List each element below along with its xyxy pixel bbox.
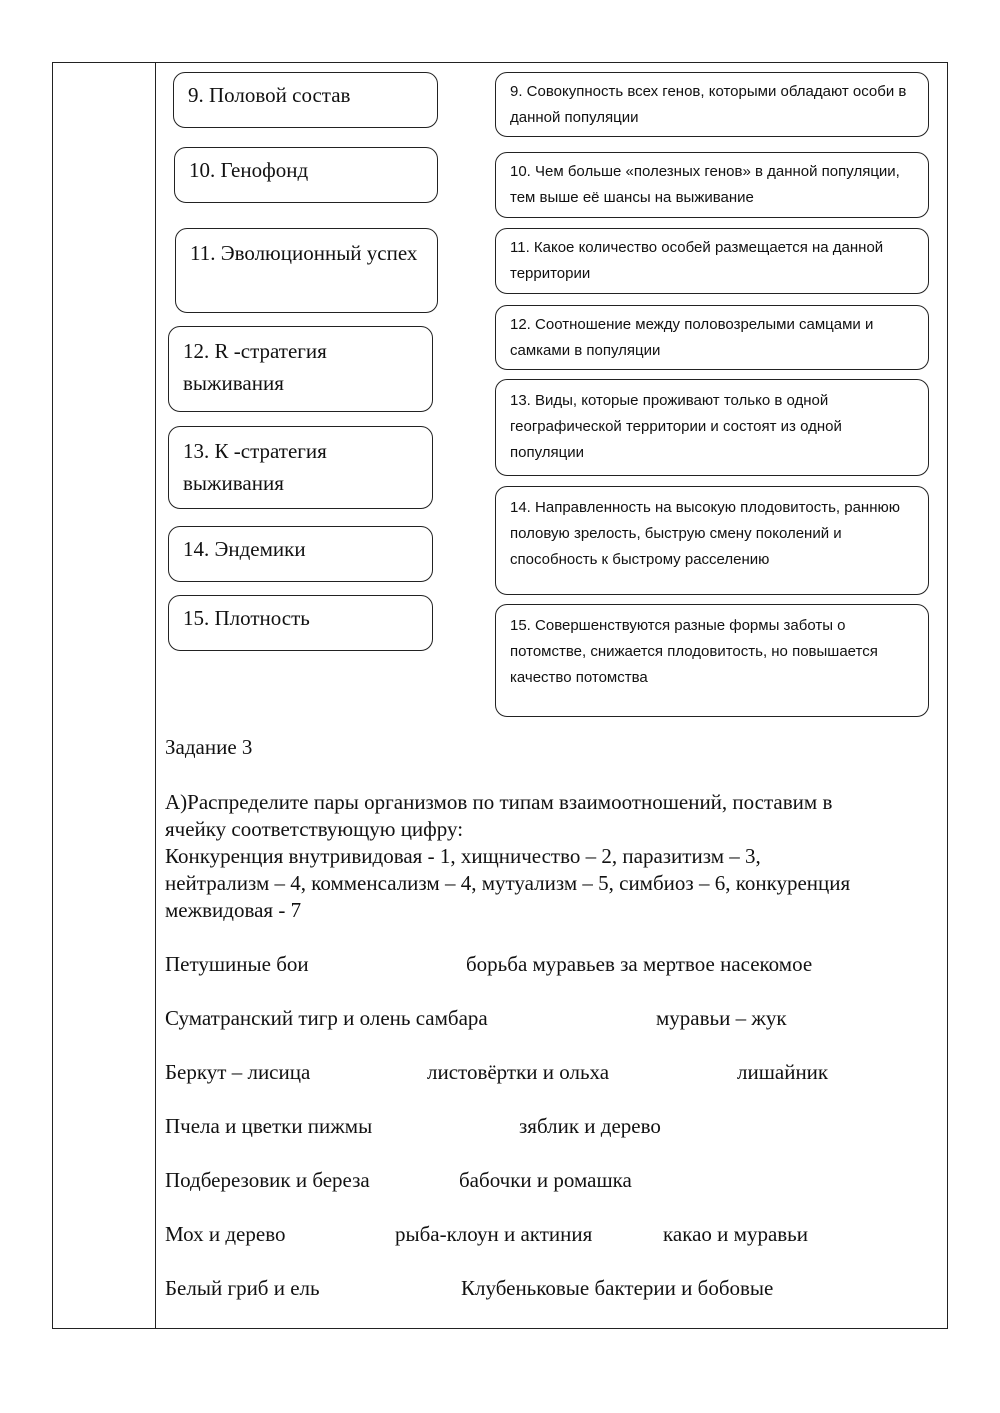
organism-pair: борьба муравьев за мертвое насекомое — [466, 952, 813, 976]
task-title: Задание 3 — [165, 735, 253, 759]
task-legend: нейтрализм – 4, комменсализм – 4, мутуализм – 5, симбиоз – 6, конкуренция — [165, 871, 851, 895]
table-border-left — [52, 62, 53, 1329]
table-border-right — [947, 62, 948, 1329]
organism-pair: Клубеньковые бактерии и бобовые — [461, 1276, 774, 1300]
table-border-bottom — [52, 1328, 948, 1329]
organism-pair: зяблик и дерево — [519, 1114, 661, 1138]
table-column-divider — [155, 62, 156, 1329]
definition-box[interactable]: 14. Направленность на высокую плодовитость, раннюю половую зрелость, быструю смену поколений и способность к быстрому расселению — [495, 486, 929, 595]
definition-box[interactable]: 10. Чем больше «полезных генов» в данной популяции, тем выше её шансы на выживание — [495, 152, 929, 218]
term-box[interactable]: 15. Плотность — [168, 595, 433, 651]
term-box[interactable]: 13. К -стратегия выживания — [168, 426, 433, 509]
organism-pair: листовёртки и ольха — [427, 1060, 610, 1084]
task-instruction: А)Распределите пары организмов по типам взаимоотношений, поставим в — [165, 790, 833, 814]
organism-pair: Пчела и цветки пижмы — [165, 1114, 373, 1138]
organism-pair: Суматранский тигр и олень самбара — [165, 1006, 488, 1030]
term-box[interactable]: 9. Половой состав — [173, 72, 438, 128]
definition-box[interactable]: 9. Совокупность всех генов, которыми обладают особи в данной популяции — [495, 72, 929, 137]
organism-pair: бабочки и ромашка — [459, 1168, 632, 1192]
organism-pair: Мох и дерево — [165, 1222, 286, 1246]
organism-pair: рыба-клоун и актиния — [395, 1222, 593, 1246]
task-legend: Конкуренция внутривидовая - 1, хищничество – 2, паразитизм – 3, — [165, 844, 761, 868]
term-box[interactable]: 11. Эволюционный успех — [175, 228, 438, 313]
definition-box[interactable]: 11. Какое количество особей размещается на данной территории — [495, 228, 929, 294]
organism-pair: Петушиные бои — [165, 952, 309, 976]
organism-pair: какао и муравьи — [663, 1222, 808, 1246]
term-box[interactable]: 10. Генофонд — [174, 147, 438, 203]
organism-pair: лишайник — [737, 1060, 829, 1084]
table-border-top — [52, 62, 948, 63]
organism-pair: Белый гриб и ель — [165, 1276, 320, 1300]
organism-pair: Беркут – лисица — [165, 1060, 311, 1084]
organism-pair: Подберезовик и береза — [165, 1168, 370, 1192]
definition-box[interactable]: 12. Соотношение между половозрелыми самцами и самками в популяции — [495, 305, 929, 370]
definition-box[interactable]: 15. Совершенствуются разные формы заботы о потомстве, снижается плодовитость, но повышается качество потомства — [495, 604, 929, 717]
term-box[interactable]: 14. Эндемики — [168, 526, 433, 582]
organism-pair: муравьи – жук — [656, 1006, 787, 1030]
task-instruction: ячейку соответствующую цифру: — [165, 817, 464, 841]
task-legend: межвидовая - 7 — [165, 898, 302, 922]
definition-box[interactable]: 13. Виды, которые проживают только в одной географической территории и состоят из одной популяции — [495, 379, 929, 476]
term-box[interactable]: 12. R -стратегия выживания — [168, 326, 433, 412]
